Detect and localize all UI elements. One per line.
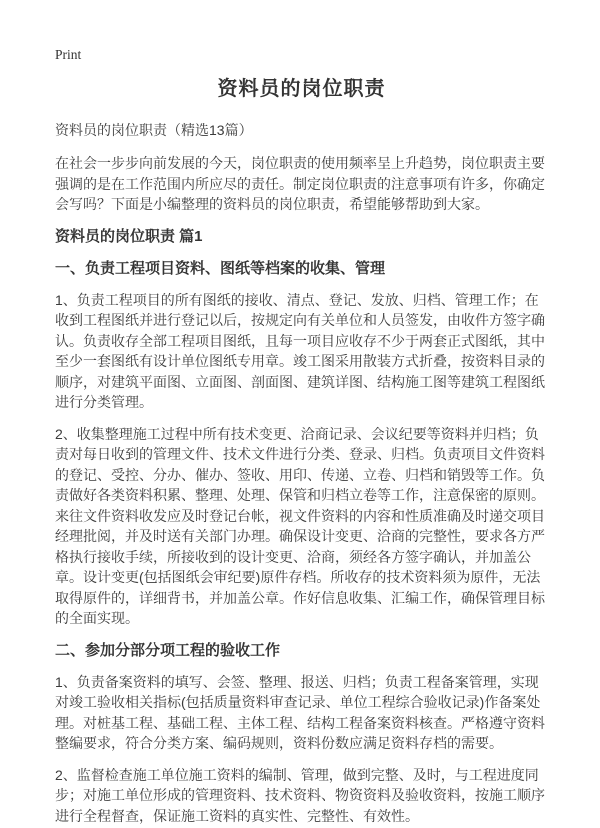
section-heading-duty1: 一、负责工程项目资料、图纸等档案的收集、管理 — [55, 259, 386, 277]
section-heading-part1: 资料员的岗位职责 篇1 — [55, 227, 203, 245]
duty1-paragraph-2: 2、收集整理施工过程中所有技术变更、洽商记录、会议纪要等资料并归档；负责对每日收到的管理文件、技术文件进行分类、登录、归档。负责项目文件资料的登记、受控、分办、催办、签收、用印、传递、立卷、归档和销毁等工作。负责做好各类资料积累、整理、处理、保管和归档立卷等工作，注意保密的原则。来往文件资料收发应及时登记台帐，视文件资料的内容和性质准确及时递交项目经理批阅，并及时送有关部门办理。确保设计变更、洽商的完整性，要求各方严格执行接收手续，所接收到的设计变更、洽商，须经各方签字确认，并加盖公章。设计变更(包括图纸会审纪要)原件存档。所收存的技术资料须为原件，无法取得原件的，详细背书，并加盖公章。作好信息收集、汇编工作，确保管理目标的全面实现。 — [55, 425, 545, 626]
duty2-paragraph-1: 1、负责备案资料的填写、会签、整理、报送、归档；负责工程备案管理，实现对竣工验收相关指标(包括质量资料审查记录、单位工程综合验收记录)作备案处理。对桩基工程、基础工程、主体工程、结构工程备案资料核查。严格遵守资料整编要求，符合分类方案、编码规则，资料份数应满足资料存档的需要。 — [55, 673, 545, 751]
document-title: 资料员的岗位职责 — [217, 78, 386, 100]
document-subtitle: 资料员的岗位职责（精选13篇） — [55, 122, 253, 138]
print-button[interactable]: Print — [55, 47, 82, 62]
intro-paragraph: 在社会一步步向前发展的今天，岗位职责的使用频率呈上升趋势，岗位职责主要强调的是在工作范围内所应尽的责任。制定岗位职责的注意事项有许多，你确定会写吗？下面是小编整理的资料员的岗位职责，希望能够帮助到大家。 — [55, 155, 545, 212]
duty1-paragraph-1: 1、负责工程项目的所有图纸的接收、清点、登记、发放、归档、管理工作；在收到工程图纸并进行登记以后，按规定向有关单位和人员签发，由收件方签字确认。负责收存全部工程项目图纸，且每一项目应收存不少于两套正式图纸，其中至少一套图纸有设计单位图纸专用章。竣工图采用散装方式折叠，按资料目录的顺序，对建筑平面图、立面图、剖面图、建筑详图、结构施工图等建筑工程图纸进行分类管理。 — [55, 291, 545, 410]
section-heading-duty2: 二、参加分部分项工程的验收工作 — [55, 641, 281, 659]
duty2-paragraph-2: 2、监督检查施工单位施工资料的编制、管理，做到完整、及时，与工程进度同步；对施工单位形成的管理资料、技术资料、物资资料及验收资料，按施工顺序进行全程督查，保证施工资料的真实性、完整性、有效性。 — [55, 766, 545, 824]
